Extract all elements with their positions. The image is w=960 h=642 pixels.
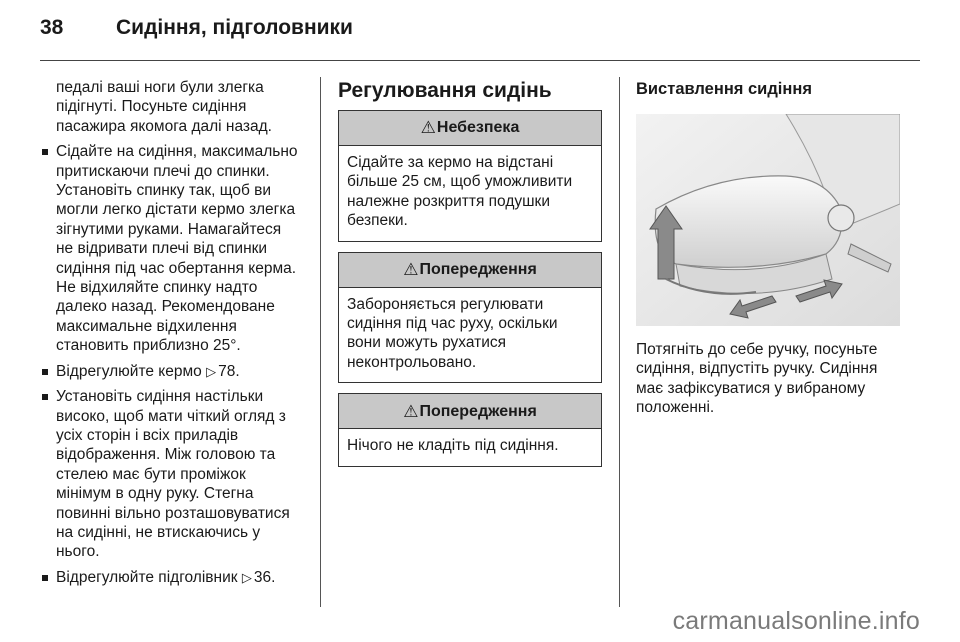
- text-line: усіх сторін і всіх приладів: [56, 426, 239, 444]
- header-rule: [40, 60, 920, 61]
- text-line: відображення. Між головою та: [56, 446, 276, 464]
- box-body: [339, 288, 601, 383]
- text-line: сидіння під час руху, оскільки: [347, 315, 558, 333]
- bullet-item: [40, 142, 308, 355]
- reference-triangle-icon[interactable]: ▷: [206, 363, 217, 379]
- box-title: Попередження: [419, 402, 537, 420]
- text-line: Не відхиляйте спинку надто: [56, 279, 258, 297]
- warning-triangle-icon: ⚠: [403, 401, 419, 421]
- text-line: далеко назад. Рекомендоване: [56, 298, 275, 316]
- text-line: Сідайте за кермо на відстані: [347, 154, 554, 171]
- text-line: не відривати плечі від спинки: [56, 240, 268, 258]
- bullet-item: [40, 362, 308, 381]
- text-line: притискаючи плечі до спинки.: [56, 162, 270, 180]
- text-line: вони можуть рухатися: [347, 334, 507, 352]
- watermark: carmanualsonline.info: [672, 607, 920, 635]
- text-line: становить приблизно 25°.: [56, 337, 241, 355]
- text-line: стелею має бути проміжок: [56, 465, 246, 483]
- section-heading: Виставлення сидіння: [636, 80, 812, 98]
- text-line: пасажира якомога далі назад.: [56, 117, 272, 135]
- text-line: педалі ваші ноги були злегка: [56, 79, 264, 96]
- bullet-item: [40, 568, 308, 587]
- text-line: Установіть спинку так, щоб ви: [56, 182, 272, 200]
- bullet-square-icon: [42, 394, 48, 400]
- text-line: безпеки.: [347, 212, 408, 230]
- box-body: [339, 146, 601, 241]
- text-line: положенні.: [636, 399, 715, 417]
- text-line: Потягніть до себе ручку, посуньте: [636, 341, 878, 358]
- text-line: [56, 568, 308, 587]
- page-number: 38: [40, 16, 64, 39]
- box-title: Попередження: [419, 260, 537, 278]
- column-middle: [338, 78, 602, 467]
- text-line: максимальне відхилення: [56, 317, 237, 335]
- column-right: [636, 78, 908, 418]
- bullet-item: [40, 387, 308, 562]
- bullet-text: Відрегулюйте кермо: [56, 362, 202, 380]
- page-header: [40, 10, 353, 46]
- box-title: Небезпека: [436, 119, 520, 137]
- column-divider: [619, 77, 620, 607]
- box-header: [339, 111, 601, 146]
- text-line: належне розкриття подушки: [347, 192, 550, 210]
- text-line: високо, щоб мати чіткий огляд з: [56, 407, 286, 425]
- text-line: сидіння під час обертання керма.: [56, 259, 297, 277]
- text-line: більше 25 см, щоб уможливити: [347, 173, 573, 191]
- seat-adjustment-illustration: [636, 114, 900, 326]
- bullet-square-icon: [42, 369, 48, 375]
- warning-box: [338, 252, 602, 384]
- bullet-square-icon: [42, 149, 48, 155]
- text-line: неконтрольовано.: [347, 353, 477, 371]
- text-line: сидіння, відпустіть ручку. Сидіння: [636, 360, 878, 378]
- caption: [636, 340, 908, 418]
- text-line: підігнуті. Посуньте сидіння: [56, 98, 247, 116]
- text-line: нього.: [56, 543, 100, 561]
- text-line: зігнутими руками. Намагайтеся: [56, 220, 282, 238]
- text-line: Нічого не кладіть під сидіння.: [347, 437, 559, 455]
- box-header: [339, 253, 601, 288]
- seat-illustration-svg: [636, 114, 900, 326]
- recline-knob: [828, 205, 854, 231]
- bullet-square-icon: [42, 575, 48, 581]
- warning-triangle-icon: ⚠: [403, 259, 419, 279]
- danger-box: [338, 110, 602, 242]
- warning-triangle-icon: ⚠: [420, 118, 436, 138]
- text-line: Сідайте на сидіння, максимально: [56, 143, 298, 161]
- column-left: [40, 78, 308, 587]
- text-line: повинні вільно розташовуватися: [56, 504, 290, 522]
- text-line: Установіть сидіння настільки: [56, 388, 264, 406]
- box-body: [339, 429, 601, 465]
- box-header: [339, 394, 601, 429]
- text-line: має зафіксуватися у вибраному: [636, 379, 866, 397]
- page-title: Сидіння, підголовники: [116, 16, 353, 39]
- text-line: мінімум в одну руку. Стегна: [56, 485, 254, 503]
- intro-paragraph: [40, 78, 308, 136]
- bullet-text: Відрегулюйте підголівник: [56, 568, 238, 586]
- reference-triangle-icon[interactable]: ▷: [241, 569, 252, 585]
- text-line: могли легко дістати кермо злегка: [56, 201, 296, 219]
- text-line: на сидінні, не втискаючись у: [56, 523, 261, 541]
- page-reference-link[interactable]: 78.: [218, 362, 240, 380]
- page-reference-link[interactable]: 36.: [253, 568, 276, 586]
- text-line: [56, 362, 308, 381]
- text-line: Забороняється регулювати: [347, 295, 544, 313]
- column-divider: [320, 77, 321, 607]
- section-heading: Регулювання сидінь: [338, 79, 552, 102]
- warning-box: [338, 393, 602, 466]
